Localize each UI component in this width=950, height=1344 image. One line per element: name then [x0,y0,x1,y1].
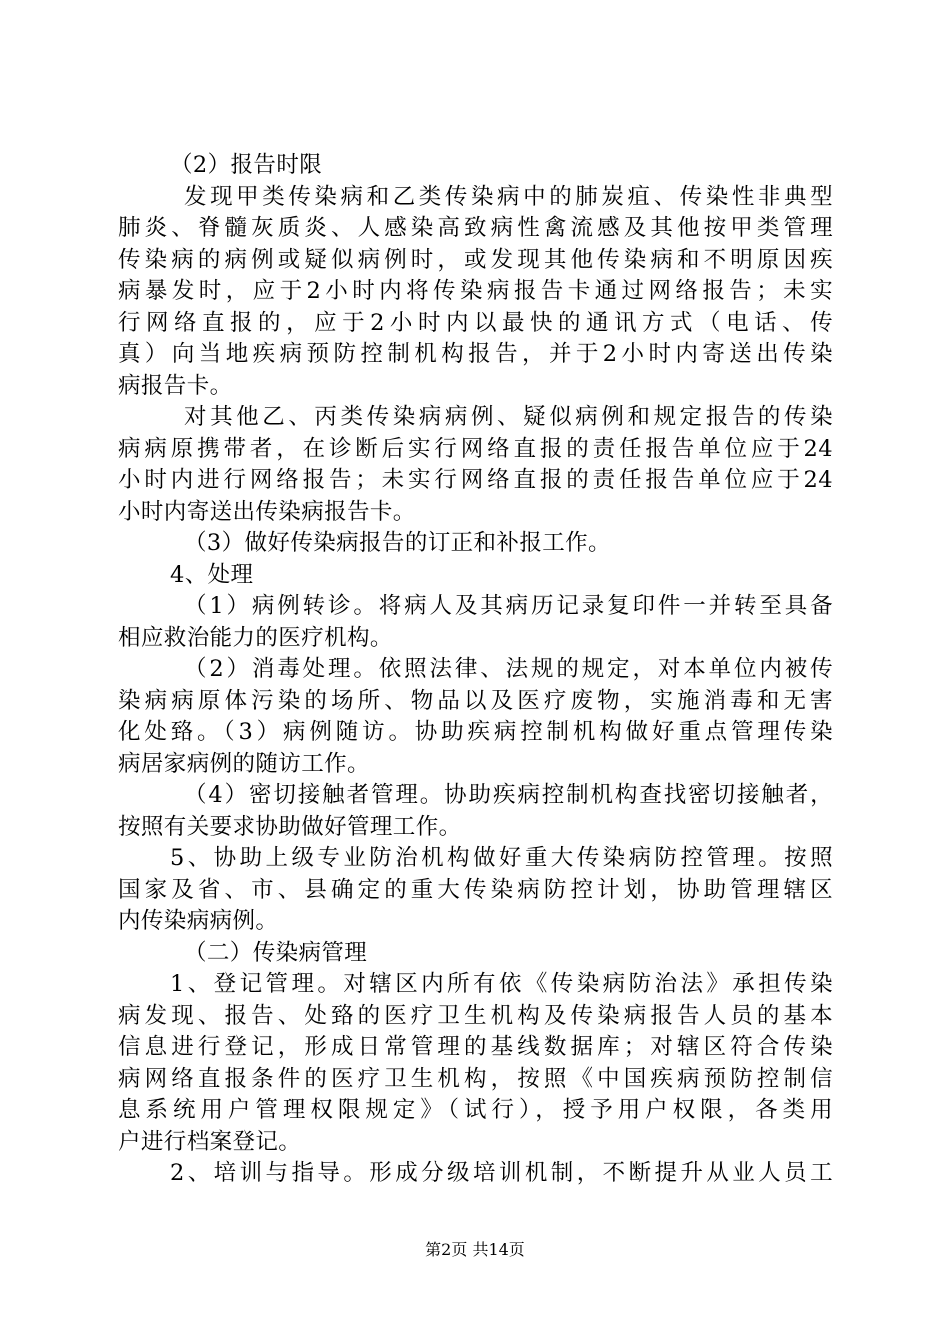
paragraph-line: 病居家病例的随访工作。 [118,750,370,777]
paragraph-line: 1、登记管理。对辖区内所有依《传染病防治法》承担传染 [170,971,833,997]
paragraph-line: 病网络直报条件的医疗卫生机构，按照《中国疾病预防控制信 [118,1065,833,1092]
paragraph-line: （2）消毒处理。依照法律、法规的规定，对本单位内被传 [184,656,833,682]
paragraph-line: 对其他乙、丙类传染病病例、疑似病例和规定报告的传染 [184,404,833,430]
paragraph-line: 息系统用户管理权限规定》（试行），授予用户权限，各类用 [118,1097,833,1123]
paragraph-line: 相应救治能力的医疗机构。 [118,624,393,651]
page-number-footer: 第2页 共14页 [425,1240,525,1259]
paragraph-line: 小时内寄送出传染病报告卡。 [118,498,416,525]
paragraph-line: 化处臵。（3）病例随访。协助疾病控制机构做好重点管理传染 [118,719,833,745]
paragraph-line: 病病原携带者，在诊断后实行网络直报的责任报告单位应于24 [118,435,833,462]
paragraph-line: 户进行档案登记。 [118,1128,302,1155]
paragraph-line: 行网络直报的，应于2小时内以最快的通讯方式（电话、传 [118,309,833,336]
paragraph-line: 小时内进行网络报告；未实行网络直报的责任报告单位应于24 [118,467,833,493]
paragraph-line: 病发现、报告、处臵的医疗卫生机构及传染病报告人员的基本 [118,1002,833,1029]
paragraph-line: 传染病的病例或疑似病例时，或发现其他传染病和不明原因疾 [118,246,833,273]
paragraph-line: （2）报告时限 [170,152,323,178]
paragraph-line: 国家及省、市、县确定的重大传染病防控计划，协助管理辖区 [118,876,833,903]
paragraph-line: 染病病原体污染的场所、物品以及医疗废物，实施消毒和无害 [118,687,833,714]
paragraph-line: 病暴发时，应于2小时内将传染病报告卡通过网络报告；未实 [118,278,833,304]
section-heading: （二）传染病管理 [184,939,368,966]
section-heading: 4、处理 [170,561,254,588]
paragraph-line: （3）做好传染病报告的订正和补报工作。 [184,530,611,556]
paragraph-line: 内传染病病例。 [118,908,279,934]
paragraph-line: 按照有关要求协助做好管理工作。 [118,813,462,840]
paragraph-line: 真）向当地疾病预防控制机构报告，并于2小时内寄送出传染 [118,341,833,367]
document-body [118,150,833,1190]
paragraph-line: 信息进行登记，形成日常管理的基线数据库；对辖区符合传染 [118,1034,833,1060]
paragraph-line: 5、协助上级专业防治机构做好重大传染病防控管理。按照 [170,845,833,871]
paragraph-line: 发现甲类传染病和乙类传染病中的肺炭疽、传染性非典型 [184,183,833,210]
paragraph-line: 2、培训与指导。形成分级培训机制，不断提升从业人员工 [170,1160,833,1186]
paragraph-line: 病报告卡。 [118,372,233,399]
paragraph-line: （1）病例转诊。将病人及其病历记录复印件一并转至具备 [184,593,833,619]
paragraph-line: 肺炎、脊髓灰质炎、人感染高致病性禽流感及其他按甲类管理 [118,215,833,241]
paragraph-line: （4）密切接触者管理。协助疾病控制机构查找密切接触者， [184,782,833,808]
